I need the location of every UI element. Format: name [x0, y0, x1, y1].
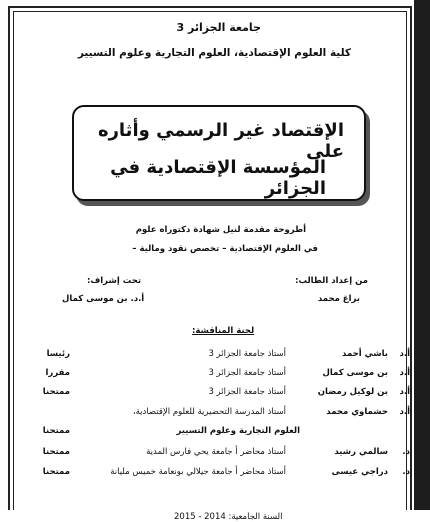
- member-position: أستاذ جامعة الجزائر 3: [208, 387, 286, 397]
- member-role: مقررا: [45, 368, 70, 378]
- thesis-title-line2: المؤسسة الإقتصادية في الجزائر: [110, 157, 326, 199]
- thesis-description-line2: في العلوم الإقتصادية – تخصص نقود ومالية –: [132, 244, 318, 254]
- member-name: دراجي عيسى: [331, 467, 388, 477]
- committee-row: [22, 467, 410, 481]
- document-page: [8, 6, 412, 522]
- viewer-scrollbar[interactable]: [414, 0, 430, 510]
- committee-row: [22, 407, 410, 421]
- member-role: ممتحنا: [42, 387, 70, 397]
- member-position: أستاذ محاضر أ جامعة يحي فارس المدية: [146, 447, 286, 457]
- committee-row: [22, 349, 410, 363]
- faculty-name: كلية العلوم الإقتصادية، العلوم التجارية وعلوم التسيير: [77, 47, 351, 59]
- member-name: بن موسى كمال: [322, 368, 388, 378]
- committee-row: [22, 368, 410, 382]
- committee-title: لجنة المناقشة:: [192, 326, 255, 336]
- thesis-description-line1: أطروحة مقدمة لنيل شهادة دكتوراه علوم: [135, 225, 306, 235]
- committee-row: [22, 426, 410, 440]
- member-name: باشي أحمد: [342, 349, 388, 359]
- member-prefix: أ.د: [399, 407, 410, 417]
- thesis-title-box: [72, 105, 366, 201]
- member-role: رئيسا: [46, 349, 70, 359]
- university-name: جامعة الجزائر 3: [176, 21, 261, 34]
- member-name: سالمي رشيد: [334, 447, 388, 457]
- page-border: [13, 11, 410, 522]
- student-label: من إعداد الطالب:: [295, 276, 368, 286]
- member-prefix: أ.د: [399, 387, 410, 397]
- academic-year: السنة الجامعية: 2014 - 2015: [174, 512, 283, 522]
- committee-row: [22, 387, 410, 401]
- member-position: أستاذ جامعة الجزائر 3: [208, 349, 286, 359]
- thesis-title-line1: الإقتصاد غير الرسمي وأثاره على: [97, 120, 344, 162]
- member-name: حشماوي محمد: [326, 407, 388, 417]
- member-prefix: د.: [402, 447, 410, 457]
- supervisor-label: تحت إشراف:: [87, 276, 142, 286]
- member-prefix: د.: [402, 467, 410, 477]
- student-name: براغ محمد: [317, 294, 360, 304]
- member-position: أستاذ محاضر أ جامعة جيلالي بونعامة خميس مليانة: [110, 467, 286, 477]
- member-role: ممتحنا: [42, 467, 70, 477]
- member-role: ممتحنا: [42, 426, 70, 436]
- member-position: أستاذ المدرسة التحضيرية للعلوم الإقتصادية،: [132, 407, 286, 417]
- member-position: أستاذ جامعة الجزائر 3: [208, 368, 286, 378]
- member-role: ممتحنا: [42, 447, 70, 457]
- committee-row: [22, 447, 410, 461]
- member-position: العلوم التجارية وعلوم التسيير: [176, 426, 300, 436]
- member-name: بن لوكيل رمضان: [317, 387, 388, 397]
- member-prefix: أ.د: [399, 349, 410, 359]
- member-prefix: أ.د: [399, 368, 410, 378]
- supervisor-name: أ.د. بن موسى كمال: [62, 294, 145, 304]
